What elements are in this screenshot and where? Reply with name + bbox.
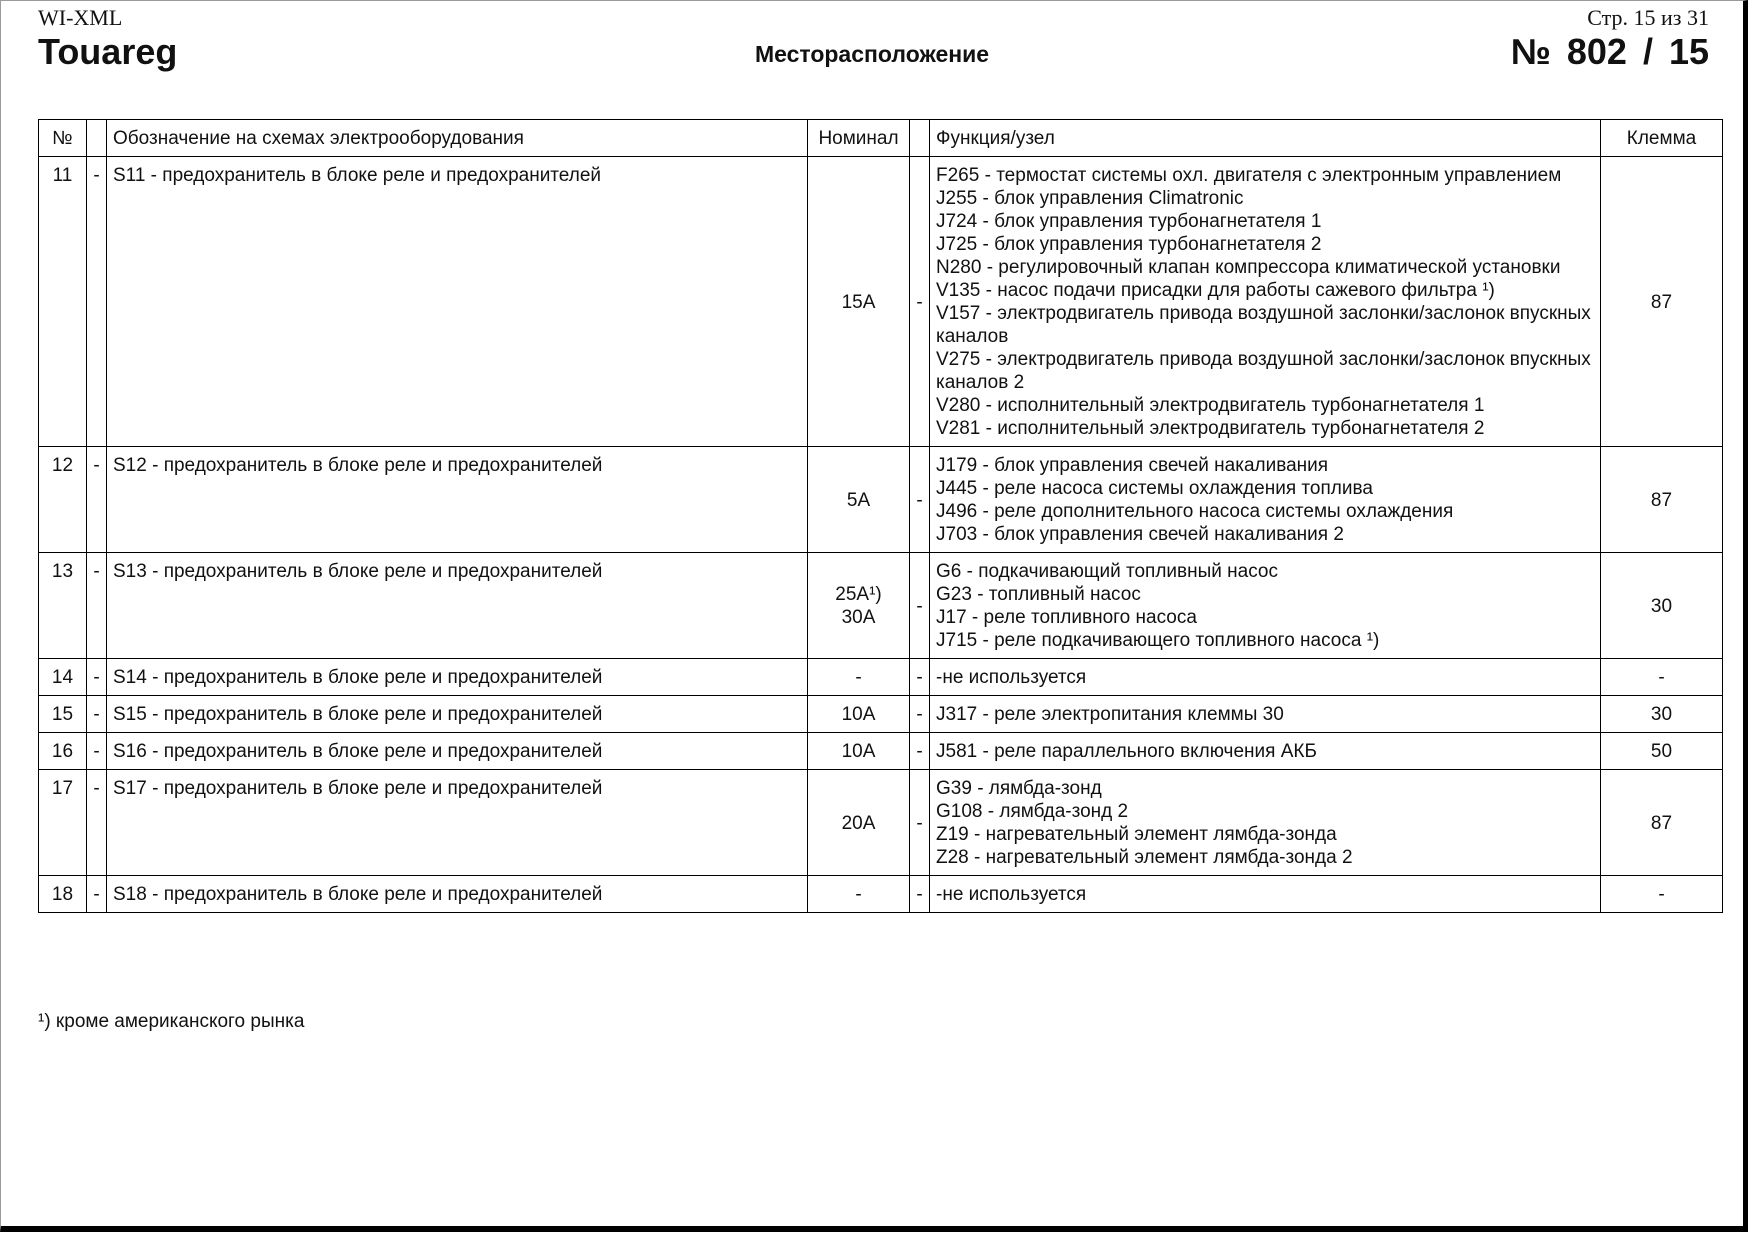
function-item: V135 - насос подачи присадки для работы сажевого фильтра ¹)	[936, 280, 1495, 301]
row-functions	[930, 157, 1601, 447]
header-sep2	[910, 120, 930, 157]
row-designation: S14 - предохранитель в блоке реле и предохранителей	[107, 659, 808, 696]
table-row	[39, 733, 1723, 770]
row-nominal	[808, 659, 910, 696]
function-item: G23 - топливный насос	[936, 584, 1141, 605]
fuse-table	[38, 119, 1723, 913]
header-sep	[87, 120, 107, 157]
nominal-value: 30A	[841, 607, 876, 628]
row-number: 14	[39, 659, 87, 696]
function-item: F265 - термостат системы охл. двигателя с электронным управлением	[936, 165, 1562, 186]
row-separator: -	[87, 553, 107, 659]
model-name: Touareg	[38, 31, 178, 72]
row-separator-2: -	[910, 876, 930, 913]
nominal-value: 10A	[841, 741, 876, 762]
row-designation: S13 - предохранитель в блоке реле и предохранителей	[107, 553, 808, 659]
row-separator: -	[87, 659, 107, 696]
header-designation: Обозначение на схемах электрооборудования	[107, 120, 808, 157]
function-item: J715 - реле подкачивающего топливного насоса ¹)	[936, 630, 1380, 651]
nominal-value: -	[855, 884, 862, 905]
nominal-value: 25A¹)	[835, 584, 882, 605]
function-item: N280 - регулировочный клапан компрессора климатической установки	[936, 257, 1561, 278]
row-separator-2: -	[910, 447, 930, 553]
function-item: V157 - электродвигатель привода воздушной заслонки/заслонок впускных каналов	[936, 303, 1591, 347]
row-number: 18	[39, 876, 87, 913]
nominal-value: 20A	[841, 812, 876, 834]
footnote: ¹) кроме американского рынка	[38, 1011, 305, 1032]
row-nominal	[808, 553, 910, 659]
row-nominal	[808, 157, 910, 447]
table-row	[39, 876, 1723, 913]
row-number: 16	[39, 733, 87, 770]
row-number: 11	[39, 157, 87, 447]
row-number: 12	[39, 447, 87, 553]
table-row	[39, 696, 1723, 733]
row-separator: -	[87, 696, 107, 733]
function-item: J255 - блок управления Climatronic	[936, 188, 1244, 209]
function-item: V275 - электродвигатель привода воздушной заслонки/заслонок впускных каналов 2	[936, 349, 1591, 393]
row-separator: -	[87, 733, 107, 770]
header-terminal: Клемма	[1601, 120, 1723, 157]
row-terminal: -	[1601, 659, 1723, 696]
function-item: J179 - блок управления свечей накаливания	[936, 455, 1329, 476]
page-title: Месторасположение	[754, 41, 990, 67]
row-designation: S16 - предохранитель в блоке реле и предохранителей	[107, 733, 808, 770]
row-functions	[930, 447, 1601, 553]
row-terminal: 87	[1601, 770, 1723, 876]
row-number: 13	[39, 553, 87, 659]
table-row	[39, 157, 1723, 447]
document-number: № 802 / 15	[1510, 31, 1709, 72]
row-separator-2: -	[910, 770, 930, 876]
function-item: J703 - блок управления свечей накаливания 2	[936, 524, 1344, 545]
function-item: J317 - реле электропитания клеммы 30	[936, 704, 1284, 725]
function-item: V281 - исполнительный электродвигатель турбонагнетателя 2	[936, 418, 1485, 439]
header-num: №	[39, 120, 87, 157]
table-row	[39, 553, 1723, 659]
row-nominal	[808, 733, 910, 770]
table-row	[39, 447, 1723, 553]
function-item: J581 - реле параллельного включения АКБ	[936, 741, 1317, 762]
function-item: -не используется	[936, 884, 1087, 905]
function-item: Z19 - нагревательный элемент лямбда-зонда	[936, 824, 1337, 845]
row-functions	[930, 733, 1601, 770]
row-functions	[930, 659, 1601, 696]
function-item: J17 - реле топливного насоса	[936, 607, 1197, 628]
function-item: G108 - лямбда-зонд 2	[936, 801, 1129, 822]
row-separator: -	[87, 447, 107, 553]
row-nominal	[808, 447, 910, 553]
function-item: J725 - блок управления турбонагнетателя 2	[936, 234, 1322, 255]
row-separator-2: -	[910, 659, 930, 696]
row-separator-2: -	[910, 553, 930, 659]
row-number: 17	[39, 770, 87, 876]
row-separator: -	[87, 770, 107, 876]
function-item: G6 - подкачивающий топливный насос	[936, 561, 1278, 582]
row-functions	[930, 696, 1601, 733]
nominal-value: 15A	[841, 291, 876, 313]
row-functions	[930, 876, 1601, 913]
row-terminal: 87	[1601, 157, 1723, 447]
row-functions	[930, 553, 1601, 659]
source-label: WI-XML	[38, 5, 123, 30]
header-nominal: Номинал	[808, 120, 910, 157]
row-designation: S11 - предохранитель в блоке реле и предохранителей	[107, 157, 808, 447]
row-separator-2: -	[910, 157, 930, 447]
function-item: Z28 - нагревательный элемент лямбда-зонда 2	[936, 847, 1353, 868]
row-terminal: 50	[1601, 733, 1723, 770]
row-nominal	[808, 770, 910, 876]
page-indicator: Стр. 15 из 31	[1587, 5, 1709, 30]
row-nominal	[808, 876, 910, 913]
row-terminal: 30	[1601, 696, 1723, 733]
table-row	[39, 659, 1723, 696]
nominal-value: -	[855, 667, 862, 688]
function-item: J445 - реле насоса системы охлаждения топлива	[936, 478, 1373, 499]
row-separator: -	[87, 157, 107, 447]
row-designation: S18 - предохранитель в блоке реле и предохранителей	[107, 876, 808, 913]
function-item: J724 - блок управления турбонагнетателя 1	[936, 211, 1322, 232]
row-designation: S12 - предохранитель в блоке реле и предохранителей	[107, 447, 808, 553]
row-separator: -	[87, 876, 107, 913]
nominal-value: 10A	[841, 704, 876, 725]
table-header-row	[39, 120, 1723, 157]
row-designation: S17 - предохранитель в блоке реле и предохранителей	[107, 770, 808, 876]
row-terminal: 87	[1601, 447, 1723, 553]
row-terminal: 30	[1601, 553, 1723, 659]
table-row	[39, 770, 1723, 876]
row-separator-2: -	[910, 733, 930, 770]
function-item: J496 - реле дополнительного насоса системы охлаждения	[936, 501, 1454, 522]
row-separator-2: -	[910, 696, 930, 733]
row-terminal: -	[1601, 876, 1723, 913]
nominal-value: 5A	[846, 489, 871, 511]
row-functions	[930, 770, 1601, 876]
row-designation: S15 - предохранитель в блоке реле и предохранителей	[107, 696, 808, 733]
row-nominal	[808, 696, 910, 733]
function-item: -не используется	[936, 667, 1087, 688]
header-function: Функция/узел	[930, 120, 1601, 157]
function-item: V280 - исполнительный электродвигатель турбонагнетателя 1	[936, 395, 1485, 416]
function-item: G39 - лямбда-зонд	[936, 778, 1102, 799]
row-number: 15	[39, 696, 87, 733]
